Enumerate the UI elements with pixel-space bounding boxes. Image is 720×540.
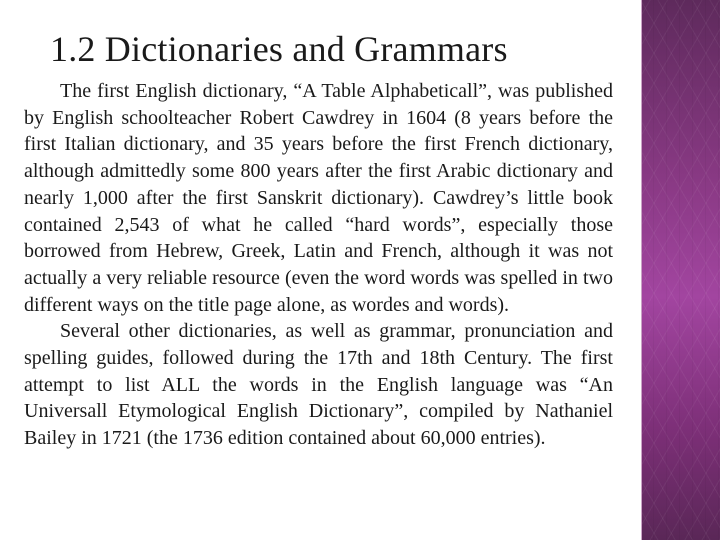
paragraph-2: Several other dictionaries, as well as grammar, pronunciation and spelling guides, followed during the 17th and 18th Century. The first attempt to list ALL the words in the English language was “An Universall Etymological English Dictionary”, compiled by Nathaniel Bailey in 1721 (the 1736 edition contained about 60,000 entries). <box>24 320 613 450</box>
decorative-side-panel <box>640 0 720 540</box>
slide-body <box>24 78 613 452</box>
paragraph-1: The first English dictionary, “A Table Alphabeticall”, was published by English schoolteacher Robert Cawdrey in 1604 (8 years before the first Italian dictionary, and 35 years before the first French dictionary, although admittedly some 800 years after the first Arabic dictionary and nearly 1,000 after the first Sanskrit dictionary). Cawdrey’s little book contained 2,543 of what he called “hard words”, especially those borrowed from Hebrew, Greek, Latin and French, although it was not actually a very reliable resource (even the word words was spelled in two different ways on the title page alone, as wordes and words). <box>24 80 613 316</box>
slide-title: 1.2 Dictionaries and Grammars <box>50 29 508 69</box>
slide-content <box>24 0 613 540</box>
side-panel-border <box>640 0 644 540</box>
